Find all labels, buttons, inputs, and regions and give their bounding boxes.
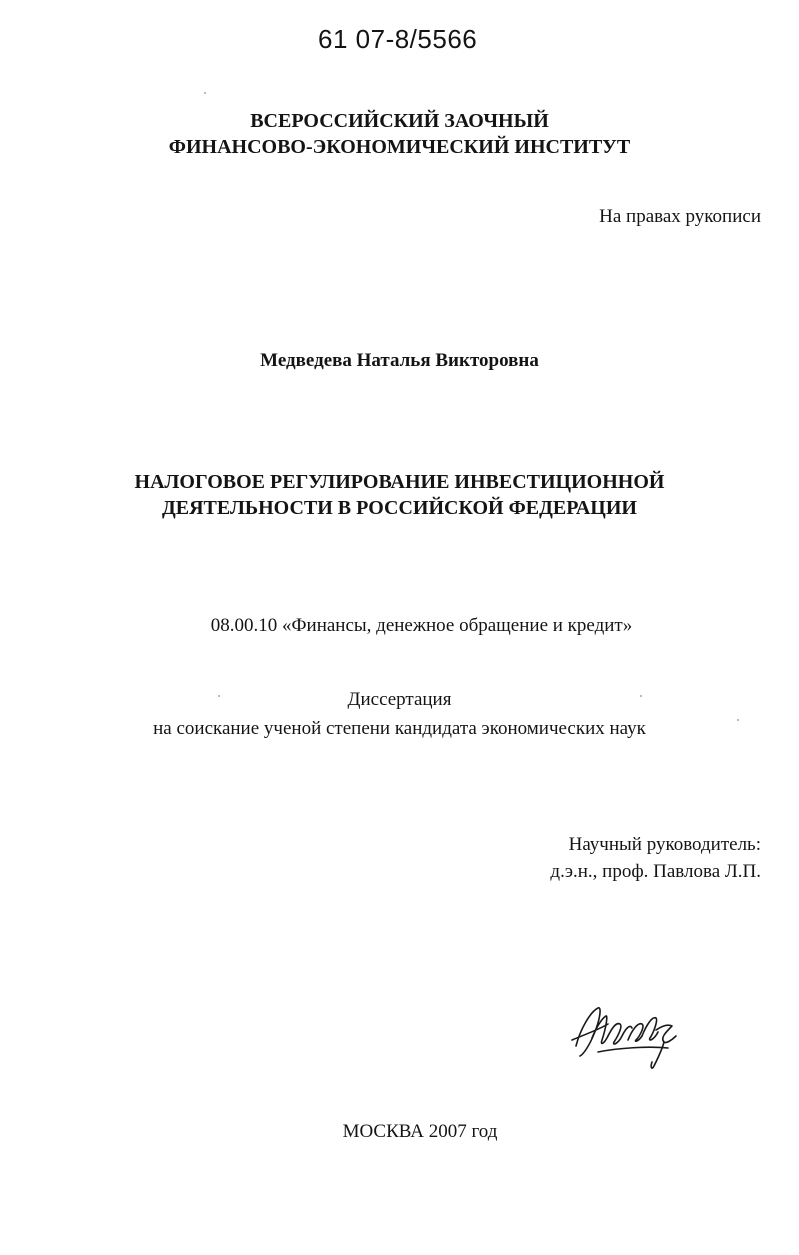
document-type-line-1: Диссертация (347, 689, 452, 710)
scan-speck (737, 719, 739, 721)
rights-notice: На правах рукописи (599, 206, 761, 227)
scan-speck (640, 695, 642, 697)
supervisor-block (550, 831, 761, 885)
thesis-title-line-1: НАЛОГОВОЕ РЕГУЛИРОВАНИЕ ИНВЕСТИЦИОННОЙ (134, 471, 665, 493)
document-type (0, 685, 799, 743)
thesis-title (0, 469, 799, 521)
author-name: Медведева Наталья Викторовна (260, 350, 539, 371)
catalog-number: 61 07-8/5566 (318, 24, 478, 54)
institution-line-1: ВСЕРОССИЙСКИЙ ЗАОЧНЫЙ (250, 110, 549, 132)
document-type-line-2: на соискание ученой степени кандидата экономических наук (153, 718, 646, 739)
institution-name (0, 108, 799, 160)
scan-speck (218, 695, 220, 697)
handwritten-signature-icon (568, 1000, 683, 1072)
scan-speck (204, 92, 206, 94)
supervisor-name: д.э.н., проф. Павлова Л.П. (550, 861, 761, 882)
thesis-title-line-2: ДЕЯТЕЛЬНОСТИ В РОССИЙСКОЙ ФЕДЕРАЦИИ (162, 497, 637, 519)
city-year: МОСКВА 2007 год (342, 1121, 498, 1142)
institution-line-2: ФИНАНСОВО-ЭКОНОМИЧЕСКИЙ ИНСТИТУТ (168, 136, 631, 158)
specialty-code: 08.00.10 «Финансы, денежное обращение и кредит» (210, 615, 633, 636)
supervisor-label: Научный руководитель: (568, 834, 761, 855)
